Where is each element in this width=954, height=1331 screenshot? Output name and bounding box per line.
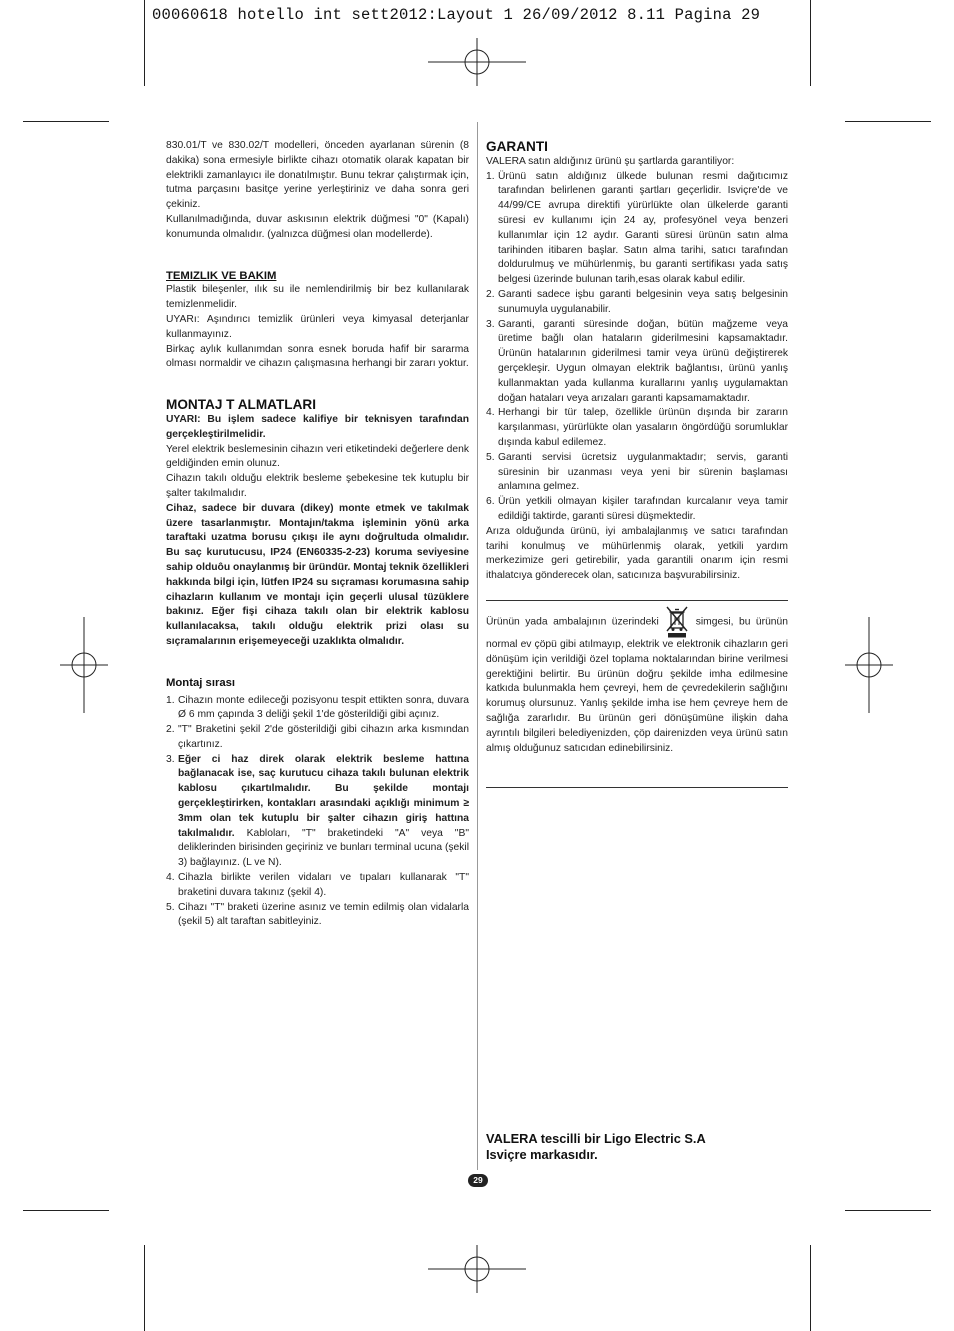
mounting-heading: MONTAJ T ALMATLARI xyxy=(166,397,317,413)
list-item: 4. Cihazla birlikte verilen vidaları ve tıpaları kullanarak "T" braketini duvara takınız (şekil 4). xyxy=(166,872,469,898)
weee-text-before: Ürünün yada ambalajının üzerindeki xyxy=(486,616,659,628)
warranty-closing: Arıza olduğunda ürünü, iyi ambalajlanmış ve satıcı tarafından tarihi konulmuş ve mühürlenmiş olarak, yetkili yardım merkezimize geri getirebilir, yada garantili onarım için resmi ithalatcıya gönderecek olan, satıcınıza başvurabilirsiniz. xyxy=(486,525,788,582)
right-column xyxy=(486,140,788,584)
registration-mark-top xyxy=(428,38,526,86)
list-item: 5. Garanti servisi ücretsiz uygulanmaktadır; servis, garanti süresinin bir uzanması veya yeni bir sürenin başlaması anlamına gelmez. xyxy=(486,451,788,493)
warranty-list xyxy=(486,170,788,525)
sequence-list xyxy=(166,694,469,931)
list-item: 1. Cihazın monte edileceği pozisyonu tespit ettikten sonra, duvara Ø 6 mm çapında 3 deliği şekil 1'de gösterildiği gibi açınız. xyxy=(166,694,469,721)
cleaning-heading: TEMIZLIK VE BAKIM xyxy=(166,269,277,282)
mounting-p1: Yerel elektrik beslemesinin cihazın veri etiketindeki değerlere denk geldiğinden emin olunuz. xyxy=(166,443,469,470)
crop-mark xyxy=(144,0,145,86)
crop-mark xyxy=(23,121,109,122)
crop-mark xyxy=(144,1245,145,1331)
column-divider xyxy=(477,122,478,1170)
list-item: 2. "T" Braketini şekil 2'de gösterildiği gibi cihazın arka kısmından çıkartınız. xyxy=(166,724,469,750)
wall-switch-paragraph: Kullanılmadığında, duvar askısının elektrik düğmesi "0" (Kapalı) konumunda olmalıdır. (yalnızca düğmesi olan modellerde). xyxy=(166,213,469,240)
list-item: 6. Ürün yetkili olmayan kişiler tarafından kurcalanır veya tamir edildiği taktirde, garanti süresi düşmektedir. xyxy=(486,496,788,522)
crop-mark xyxy=(845,121,931,122)
cleaning-p1: Plastik bileşenler, ılık su ile nemlendirilmiş bir bez kullanılarak temizlenmelidir. xyxy=(166,284,469,311)
crop-mark xyxy=(23,1210,109,1211)
section-rule xyxy=(486,787,788,788)
list-item: 2. Garanti sadece işbu garanti belgesinin veya satış belgesinin sunumuyla uygulanabilir. xyxy=(486,288,788,315)
registration-mark-bottom xyxy=(428,1245,526,1293)
left-column xyxy=(166,139,469,930)
warranty-intro: VALERA satın aldığınız ürünü şu şartlarda garantiliyor: xyxy=(486,155,735,167)
crop-mark xyxy=(810,0,811,86)
brand-line-2: Isviçre markasıdır. xyxy=(486,1147,598,1162)
list-item: 3. Eğer ci haz direk olarak elektrik besleme hattına bağlanacak ise, saç kurutucu cihaza takılı bulunan elektrik kablosu çıkartılmalıdır. Bu şekilde montajı gerçekleştirirken, kontakları arasındaki açıklığı minimum ≥ 3mm olan tek kutuplu bir şalter cihazın giriş hattına takılmalıdır. Kabloları, "T" braketindeki "A" veya "B" deliklerinden birisinden geçiriniz ve bunları terminal ucuna (şekil 3) bağlayınız. (L ve N). xyxy=(166,753,469,869)
cleaning-warning: UYARı: Aşındırıcı temizlik ürünleri veya kimyasal deterjanlar kullanmayınız. xyxy=(166,313,469,340)
weee-section xyxy=(486,606,788,756)
page-number: 29 xyxy=(468,1174,488,1187)
print-slug-header: 00060618 hotello int sett2012:Layout 1 26/09/2012 8.11 Pagina 29 xyxy=(152,6,761,24)
list-item: 4. Herhangi bir tür talep, özellikle ürünün dışında bir zararın karşılanması, yürürlükte olan yasaların öngördüğü sorumluklar dışında kabul edilemez. xyxy=(486,407,788,448)
registration-mark-right xyxy=(845,617,893,713)
sequence-heading: Montaj sırası xyxy=(166,676,236,689)
cleaning-p3: Birkaç aylık kullanımdan sonra esnek boruda hafif bir sararma olması normaldir ve cihazın çalışmasına herhangi bir zararı yoktur. xyxy=(166,343,469,370)
mounting-p2: Cihazın takılı olduğu elektrik besleme şebekesine tek kutuplu bir şalter takılmalıdır. xyxy=(166,473,469,499)
timer-paragraph: 830.01/T ve 830.02/T modelleri, önceden ayarlanan sürenin (8 dakika) sona ermesiyle birlikte cihazı otomatik olarak kapatan bir elektrikli zamanlayıcı ile donatılmıştır. Bunu tekrar çalıştırmak için, tutma parçasını basitçe yerine yerleştiriniz ve daha sonra geri çekiniz. xyxy=(166,140,469,211)
mounting-warning: UYARI: Bu işlem sadece kalifiye bir teknisyen tarafından gerçekleştirilmelidir. xyxy=(166,413,469,440)
brand-line-1: VALERA tescilli bir Ligo Electric S.A xyxy=(486,1131,706,1146)
weee-text-after: simgesi, bu ürünün normal ev çöpü gibi atılmayıp, elektrik ve elektronik cihazların geri dönüşüm için verildiği özel toplama noktalarından birine verilmesi gerektiğini belirtir. Bu ürünün doğru şekilde imha edilmesine katkıda bulunmakla hem çevreyi, hem de çevredekilerin sağlığını korumuş olursunuz. Yanlış şekilde imha ise hem çevreye hem de sağlığa zararlıdır. Bu ürünün geri dönüşümüne ilişkin daha ayrıntılı bilgileri belediyenizden, çöp dairenizden veya ürünü satın almış olduğunuz satıcıdan edinebilirsiniz. xyxy=(486,616,788,754)
crop-mark xyxy=(810,1245,811,1331)
section-rule xyxy=(486,600,788,601)
list-item: 5. Cihazı "T" braketi üzerine asınız ve temin edilmiş olan vidalarla (şekil 5) alt taraftan sabitleyiniz. xyxy=(166,901,469,928)
crop-mark xyxy=(845,1210,931,1211)
warranty-heading: GARANTI xyxy=(486,139,548,154)
crossed-bin-icon xyxy=(666,606,688,638)
list-item: 3. Garanti, garanti süresinde doğan, bütün mağzeme veya üretime bağlı olan hataların giderilmesini kapsamaktadır. Ürünün hatalarının giderilmesi tamir veya ürünü değiştirerek gerçekleşir. Uygun olmayan elektrik bağlantısı, ürünü yanlış kullanmaktan yada kullanma kurallarını yanlış uygulamaktan doğan hataları veya arızaları garanti kapsamamaktadır. xyxy=(486,318,788,404)
registration-mark-left xyxy=(60,617,108,713)
mounting-p3: Cihaz, sadece bir duvara (dikey) monte etmek ve takılmak üzere tasarlanmıştır. Montajın/takma işleminin yönü arka taraftaki uzatma borusu çıkışı ile aynı doğrultuda olmalıdır. Bu saç kurutucusu, IP24 (EN60335-2-23) koruma seviyesine sahip olduôu onaylanmış bir üründür. Montaj teknik özellikleri hakkında bilgi için, lütfen IP24 su sıçraması korumasına sahip cihazların kullanım ve montajı için geçerli ulusal tüzüklere bakınız. Eğer fişi cihaza takılı olan bir elektrik kablosu kullanılacaksa, takılı olduğu elektrik prizi olası su sıçramalarının erişemeyeceği uzaklıkta olmalıdır. xyxy=(166,502,469,647)
brand-statement xyxy=(486,1131,706,1163)
list-item: 1. Ürünü satın aldığınız ülkede bulunan resmi dağıtıcımız tarafından belirlenen garanti şartları geçerlidir. Isviçre'de ve 44/99/CE avrupa direktifi yürürlükte olan ülkelerde garanti süresi ev kullanımı için 24 ay, profesyönel veya benzeri kullanımlar için 12 aydır. Garanti süresi ürünün satın alma tarihinden itibaren başlar. Satın alma tarihi, satıcı tarafından doldurulmuş ve mühürlenmiş, bu garanti sertifikası yada satış belgesi üzerinde bulunan tarih,esas olarak kabul edilir. xyxy=(486,170,788,286)
